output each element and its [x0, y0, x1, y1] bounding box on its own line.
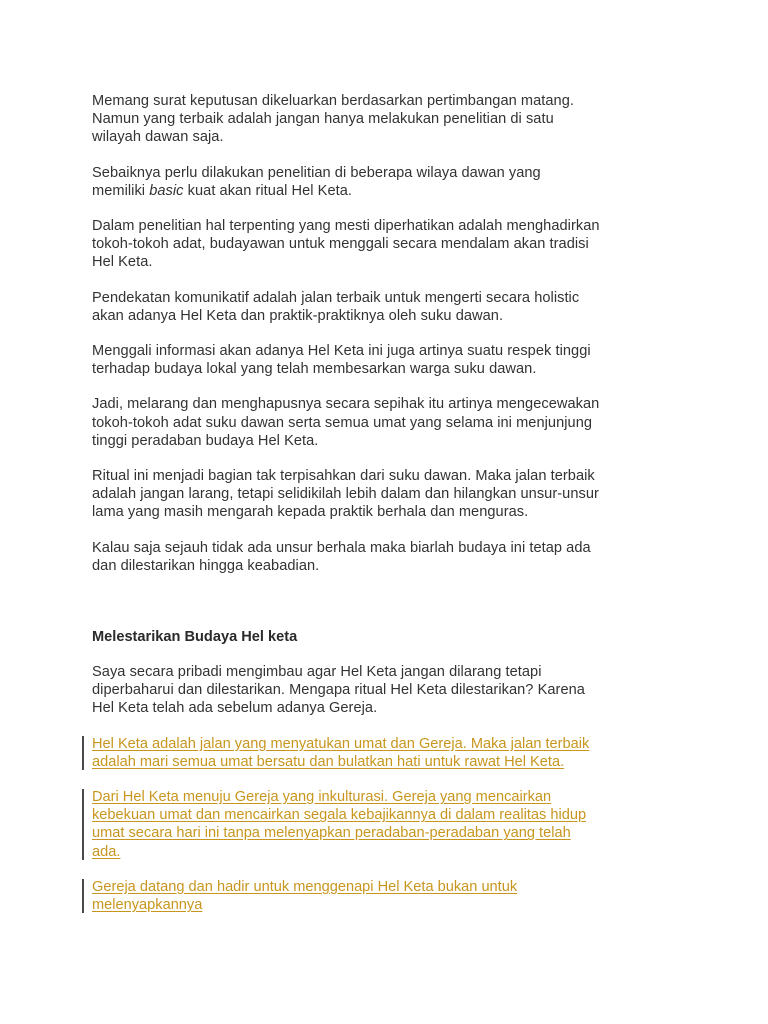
quote-bar — [82, 736, 84, 770]
quote-line[interactable]: Hel Keta adalah jalan yang menyatukan umat dan Gereja. Maka jalan terbaik — [92, 735, 590, 752]
quote-bar — [82, 789, 84, 860]
section-intro-paragraph — [92, 663, 682, 718]
italic-term: basic — [149, 182, 184, 199]
paragraph-4 — [92, 289, 682, 325]
text-line: Namun yang terbaik adalah jangan hanya melakukan penelitian di satu — [92, 111, 554, 128]
text-line: adalah jangan larang, tetapi selidikilah lebih dalam dan hilangkan unsur-unsur — [92, 486, 599, 503]
text-line: Jadi, melarang dan menghapusnya secara sepihak itu artinya mengecewakan — [92, 396, 600, 413]
text-line: Menggali informasi akan adanya Hel Keta ini juga artinya suatu respek tinggi — [92, 343, 591, 360]
paragraph-1 — [92, 92, 682, 147]
text-line — [92, 182, 682, 200]
quote-line[interactable]: umat secara hari ini tanpa melenyapkan peradaban-peradaban yang telah — [92, 825, 571, 842]
text-line: terhadap budaya lokal yang telah membesarkan warga suku dawan. — [92, 361, 537, 378]
paragraph-7 — [92, 467, 682, 522]
text-line: Ritual ini menjadi bagian tak terpisahkan dari suku dawan. Maka jalan terbaik — [92, 468, 595, 485]
text-line: tokoh-tokoh adat, budayawan untuk menggali secara mendalam akan tradisi — [92, 236, 589, 253]
text-line: lama yang masih mengarah kepada praktik berhala dan menguras. — [92, 504, 529, 521]
paragraph-8 — [92, 539, 682, 575]
text-segment: memiliki — [92, 182, 150, 199]
paragraph-6 — [92, 395, 682, 450]
text-line: Sebaiknya perlu dilakukan penelitian di beberapa wilaya dawan yang — [92, 164, 541, 181]
section-heading: Melestarikan Budaya Hel keta — [92, 629, 298, 646]
text-line: Hel Keta. — [92, 254, 153, 271]
highlighted-quote-1[interactable] — [92, 735, 682, 771]
text-line: akan adanya Hel Keta dan praktik-praktiknya oleh suku dawan. — [92, 307, 504, 324]
text-line: tokoh-tokoh adat suku dawan serta semua umat yang selama ini menjunjung — [92, 414, 593, 431]
text-line: tinggi peradaban budaya Hel Keta. — [92, 432, 319, 449]
text-line: Dalam penelitian hal terpenting yang mesti diperhatikan adalah menghadirkan — [92, 218, 600, 235]
text-line: Saya secara pribadi mengimbau agar Hel Keta jangan dilarang tetapi — [92, 664, 542, 681]
quote-line[interactable]: melenyapkannya — [92, 897, 203, 914]
text-line: wilayah dawan saja. — [92, 129, 224, 146]
text-line: Memang surat keputusan dikeluarkan berdasarkan pertimbangan matang. — [92, 93, 574, 109]
text-line: dan dilestarikan hingga keabadian. — [92, 557, 320, 574]
paragraph-2 — [92, 164, 682, 200]
paragraph-5 — [92, 342, 682, 378]
text-segment: kuat akan ritual Hel Keta. — [183, 182, 352, 199]
paragraph-3 — [92, 217, 682, 272]
quote-line[interactable]: kebekuan umat dan mencairkan segala kebajikannya di dalam realitas hidup — [92, 807, 587, 824]
text-line: diperbaharui dan dilestarikan. Mengapa ritual Hel Keta dilestarikan? Karena — [92, 682, 585, 699]
highlighted-quote-2[interactable] — [92, 788, 682, 861]
quote-line[interactable]: Dari Hel Keta menuju Gereja yang inkulturasi. Gereja yang mencairkan — [92, 789, 552, 806]
quote-line[interactable]: ada. — [92, 843, 121, 860]
quote-line[interactable]: Gereja datang dan hadir untuk menggenapi Hel Keta bukan untuk — [92, 878, 518, 895]
quote-line[interactable]: adalah mari semua umat bersatu dan bulatkan hati untuk rawat Hel Keta. — [92, 753, 565, 770]
document-page — [92, 92, 682, 931]
text-line: Hel Keta telah ada sebelum adanya Gereja. — [92, 700, 378, 717]
text-line: Pendekatan komunikatif adalah jalan terbaik untuk mengerti secara holistic — [92, 289, 580, 306]
quote-bar — [82, 879, 84, 913]
text-line: Kalau saja sejauh tidak ada unsur berhala maka biarlah budaya ini tetap ada — [92, 539, 591, 556]
highlighted-quote-3[interactable] — [92, 878, 682, 914]
